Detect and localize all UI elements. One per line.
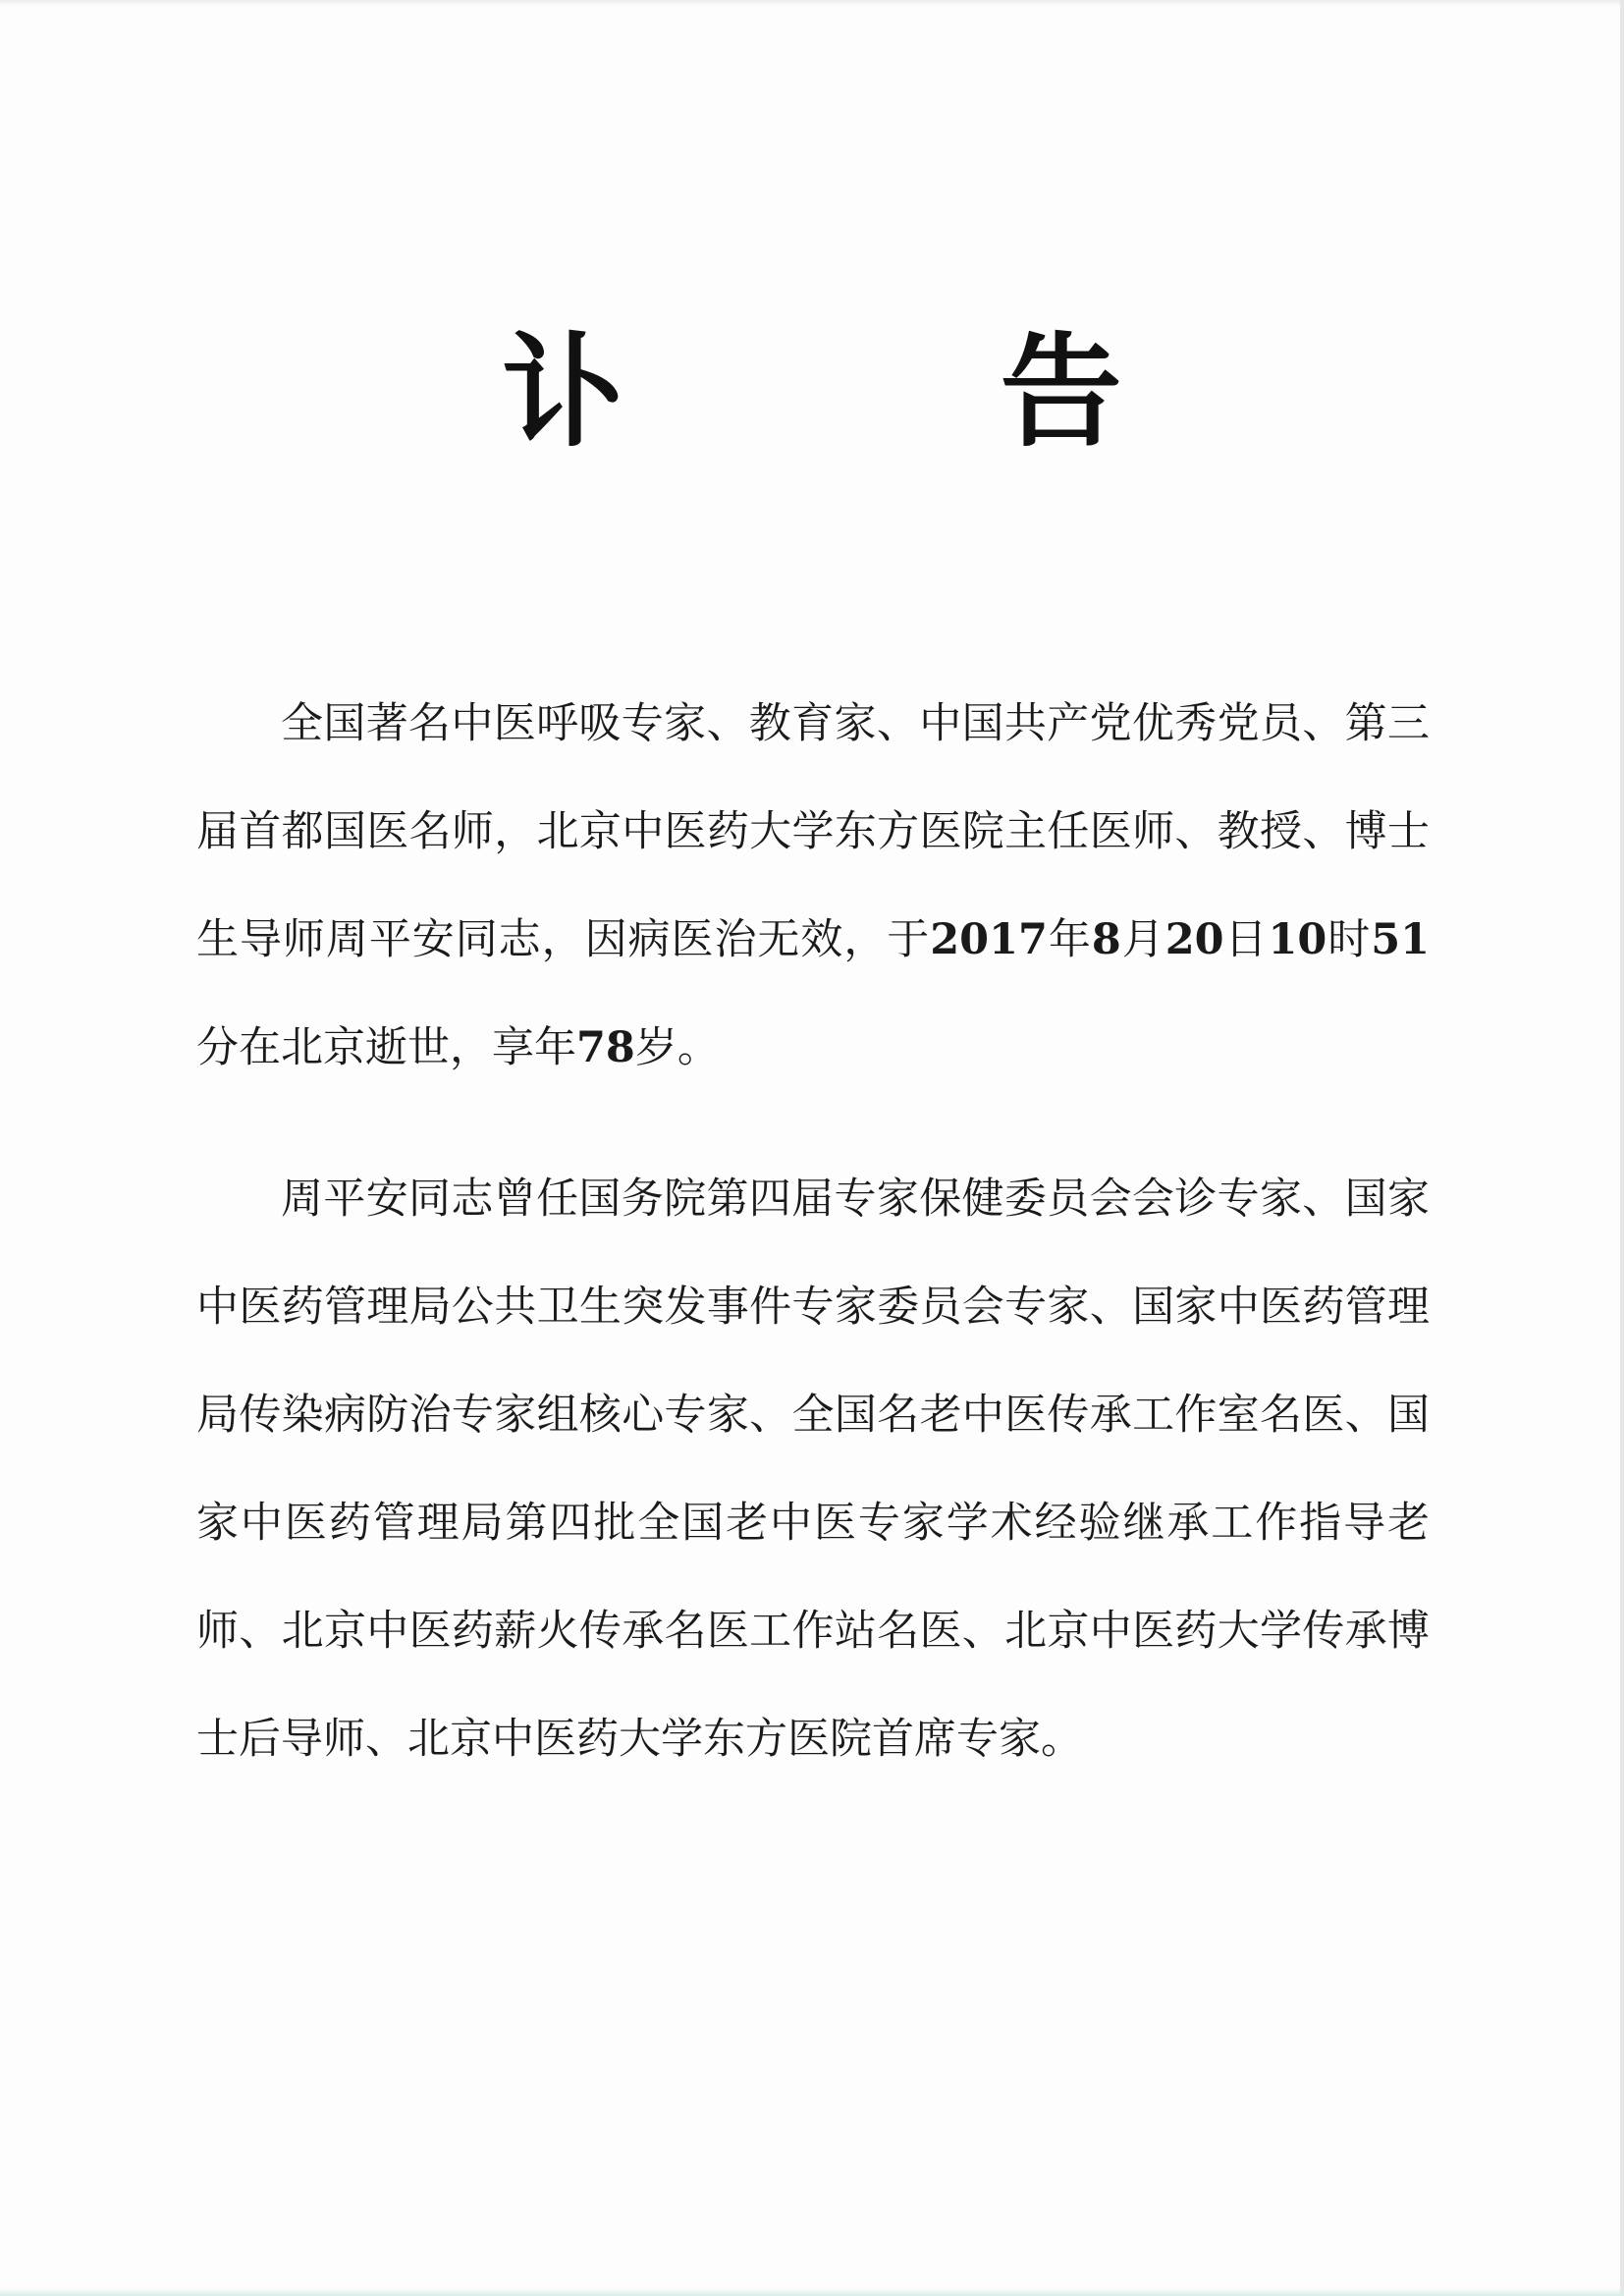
announcement-text-2: 年: [1047, 915, 1092, 964]
death-hour: 10: [1268, 915, 1327, 964]
death-minute: 51: [1371, 915, 1431, 964]
scan-edge-top: [0, 0, 1624, 6]
paragraph-announcement: [196, 670, 1430, 1102]
death-day: 20: [1164, 915, 1224, 964]
document-title: 讣 告: [502, 322, 1289, 464]
announcement-text-6: 分在北京逝世，享年: [196, 1023, 576, 1072]
paragraph-positions: 周平安同志曾任国务院第四届专家保健委员会会诊专家、国家中医药管理局公共卫生突发事件专家委员会专家、国家中医药管理局传染病防治专家组核心专家、全国名老中医传承工作室名医、国家中医药管理局第四批全国老中医专家学术经验继承工作指导老师、北京中医药薪火传承名医工作站名医、北京中医药大学传承博士后导师、北京中医药大学东方医院首席专家。: [196, 1175, 1430, 1764]
age-at-death: 78: [576, 1023, 635, 1072]
death-year: 2017: [930, 915, 1048, 964]
announcement-text-1: 全国著名中医呼吸专家、教育家、中国共产党优秀党员、第三届首都国医名师，北京中医药大学东方医院主任医师、教授、博士生导师周平安同志，因病医治无效，于: [196, 699, 1430, 964]
announcement-text-4: 日: [1223, 915, 1269, 964]
announcement-text-3: 月: [1120, 915, 1165, 964]
announcement-text-7: 岁。: [634, 1023, 720, 1072]
death-month: 8: [1091, 915, 1121, 964]
announcement-text-5: 时: [1326, 915, 1372, 964]
scan-edge-bottom: [0, 2288, 1624, 2296]
